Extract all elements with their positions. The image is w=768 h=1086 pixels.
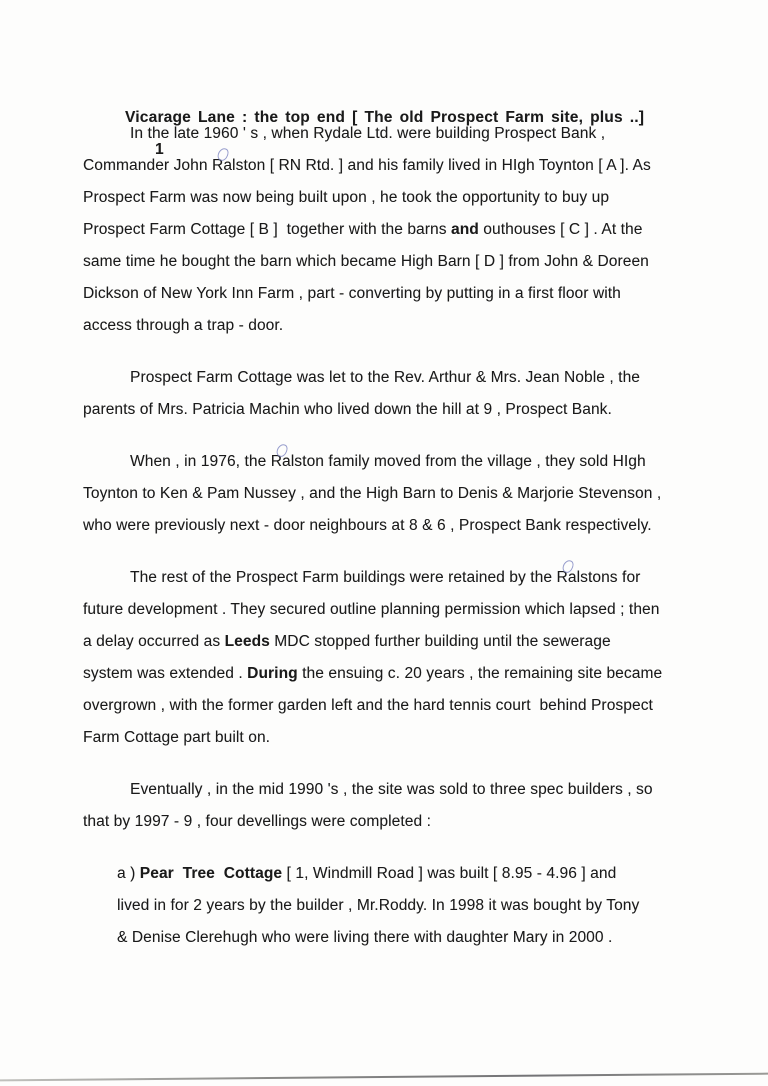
handwritten-ink-mark xyxy=(275,443,289,458)
text-line xyxy=(83,150,753,182)
scan-bottom-edge-line xyxy=(0,1073,768,1082)
text-line: that by 1997 - 9 , four devellings were completed : xyxy=(83,813,432,830)
text-line: who were previously next - door neighbours at 8 & 6 , Prospect Bank respectively. xyxy=(83,517,652,534)
paragraph-5 xyxy=(83,774,753,838)
page-number: 1 xyxy=(155,141,164,158)
text-segment: lston [ RN Rtd. ] and his family lived in HIgh Toynton [ A ]. As xyxy=(232,157,651,174)
text-line: Toynton to Ken & Pam Nussey , and the High Barn to Denis & Marjorie Stevenson , xyxy=(83,485,662,502)
text-segment: [ 1, Windmill Road ] was built [ 8.95 - 4.96 ] and xyxy=(282,865,617,882)
text-line: Prospect Farm was now being built upon , he took the opportunity to buy up xyxy=(83,189,610,206)
text-segment: The rest of the Prospect Farm buildings were retained by the R xyxy=(130,569,568,586)
text-line xyxy=(83,626,753,658)
text-segment: Prospect Farm Cottage [ B ] together with the barns xyxy=(83,221,451,238)
text-line: parents of Mrs. Patricia Machin who lived down the hill at 9 , Prospect Bank. xyxy=(83,401,612,418)
text-line: Dickson of New York Inn Farm , part - converting by putting in a first floor with xyxy=(83,285,621,302)
annotated-word: a xyxy=(568,562,577,594)
text-line xyxy=(83,446,753,478)
text-line xyxy=(83,214,753,246)
paragraph-4 xyxy=(83,562,753,754)
text-segment: Pear Tree Cottage xyxy=(139,865,283,882)
text-segment: the ensuing c. 20 years , the remaining site became xyxy=(297,665,663,682)
text-line: & Denise Clerehugh who were living there with daughter Mary in 2000 . xyxy=(117,929,613,946)
text-line: overgrown , with the former garden left and the hard tennis court behind Prospect xyxy=(83,697,653,714)
text-segment: a ) xyxy=(117,865,140,882)
text-segment: system was extended . xyxy=(83,665,248,682)
annotated-word: a xyxy=(282,446,291,478)
title-text: Vicarage Lane : the top end [ The old Prospect Farm site, plus ..] xyxy=(125,109,645,126)
paragraph-6-item-a xyxy=(83,858,753,954)
text-segment: Leeds xyxy=(224,633,270,650)
text-line: future development . They secured outline planning permission which lapsed ; then xyxy=(83,601,660,618)
text-line: lived in for 2 years by the builder , Mr.Roddy. In 1998 it was bought by Tony xyxy=(117,897,640,914)
text-line: Prospect Farm Cottage was let to the Rev. Arthur & Mrs. Jean Noble , the xyxy=(130,369,641,386)
text-segment: When , in 1976, the R xyxy=(130,453,283,470)
text-segment: outhouses [ C ] . At the xyxy=(478,221,643,238)
paragraph-3 xyxy=(83,446,753,542)
paragraph-1 xyxy=(83,118,753,342)
text-line xyxy=(117,858,753,890)
text-line: same time he bought the barn which became High Barn [ D ] from John & Doreen xyxy=(83,253,649,270)
text-segment: lston family moved from the village , they sold HIgh xyxy=(290,453,646,470)
text-line: In the late 1960 ' s , when Rydale Ltd. were building Prospect Bank , xyxy=(130,125,606,142)
paragraph-2 xyxy=(83,362,753,426)
handwritten-ink-mark xyxy=(217,147,231,162)
annotated-word: a xyxy=(223,150,232,182)
text-line: access through a trap - door. xyxy=(83,317,284,334)
text-segment: Commander John R xyxy=(83,157,224,174)
text-segment: and xyxy=(451,221,479,238)
text-segment: lstons for xyxy=(576,569,641,586)
document-body xyxy=(83,70,753,974)
text-line: Eventually , in the mid 1990 's , the site was sold to three spec builders , so xyxy=(130,781,653,798)
text-line xyxy=(83,562,753,594)
text-segment: MDC stopped further building until the sewerage xyxy=(269,633,611,650)
text-segment: During xyxy=(247,665,298,682)
text-line: Farm Cottage part built on. xyxy=(83,729,271,746)
text-segment: a delay occurred as xyxy=(83,633,225,650)
text-line xyxy=(83,658,753,690)
